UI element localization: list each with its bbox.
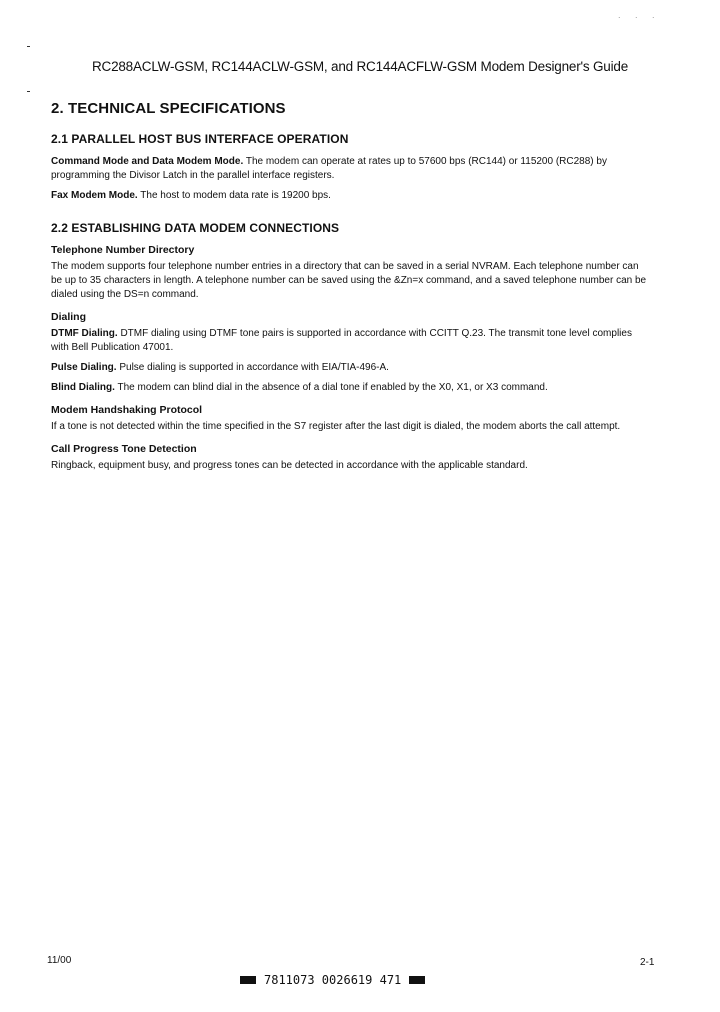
paragraph: If a tone is not detected within the time specified in the S7 register after the last digit is dialed, the modem aborts the call attempt.: [51, 421, 621, 432]
subsection-title: 2.1 PARALLEL HOST BUS INTERFACE OPERATION: [51, 132, 349, 146]
paragraph: Blind Dialing. The modem can blind dial in the absence of a dial tone if enabled by the X0, X1, or X3 command.: [51, 382, 548, 393]
margin-mark: [27, 46, 30, 47]
paragraph: Command Mode and Data Modem Mode. The modem can operate at rates up to 57600 bps (RC144) or 115200 (RC288) by programming the Divisor Latch in the parallel interface registers.: [51, 156, 607, 181]
paragraph: Pulse Dialing. Pulse dialing is supported in accordance with EIA/TIA-496-A.: [51, 362, 389, 373]
group-heading: Modem Handshaking Protocol: [51, 404, 203, 416]
scan-artifact-dots: . . .: [618, 10, 661, 20]
section-title: 2. TECHNICAL SPECIFICATIONS: [51, 100, 286, 117]
barcode-block: [240, 976, 256, 984]
margin-mark: [27, 91, 30, 92]
footer-page-number: 2-1: [640, 957, 655, 968]
paragraph: DTMF Dialing. DTMF dialing using DTMF tone pairs is supported in accordance with CCITT Q.23. The transmit tone level complies with Bell Publication 47001.: [51, 328, 632, 353]
running-header: RC288ACLW-GSM, RC144ACLW-GSM, and RC144ACFLW-GSM Modem Designer's Guide: [91, 59, 629, 74]
footer-date: 11/00: [47, 955, 72, 966]
group-heading: Call Progress Tone Detection: [51, 443, 197, 455]
barcode-text: 7811073 0026619 471: [264, 973, 402, 987]
paragraph: Ringback, equipment busy, and progress tones can be detected in accordance with the applicable standard.: [51, 460, 528, 471]
page-content: [51, 100, 651, 479]
paragraph: Fax Modem Mode. The host to modem data rate is 19200 bps.: [51, 190, 331, 201]
barcode-block: [409, 976, 425, 984]
paragraph: The modem supports four telephone number entries in a directory that can be saved in a serial NVRAM. Each telephone number can be up to 35 characters in length. A telephone number can be saved using the &Zn=x command, and a saved telephone number can be dialed using the DS=n command.: [51, 261, 647, 300]
group-heading: Telephone Number Directory: [51, 244, 195, 256]
subsection-title: 2.2 ESTABLISHING DATA MODEM CONNECTIONS: [51, 221, 340, 235]
group-heading: Dialing: [51, 311, 87, 323]
barcode: [240, 973, 425, 987]
